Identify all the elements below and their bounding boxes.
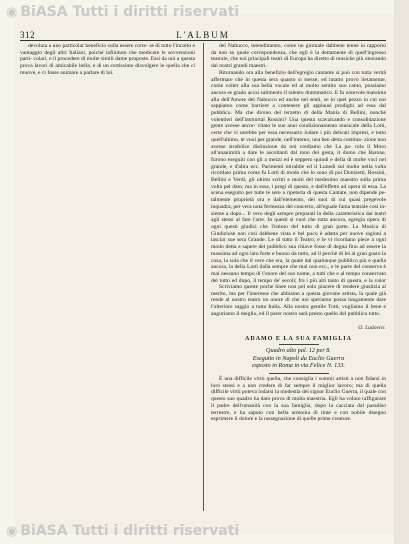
watermark-text: BiASA Tutti i diritti riservati	[20, 4, 240, 20]
paragraph: È una difficile virtù quella, che consiglia i sommi artisti a non fidarsi in loro stessi e a non credere di far sempre il miglior lavoro; ma di quella difficile virtù poteva lodarsi la modestia del signor Euclio Guerra, il quale con questo suo quadro ha dato prova di molta maestria. Egli ha voluto raffigurare il padre dell'umanità con la sua famiglia, dopo la cacciata dal paradiso terrestre, e ha saputo con bella armonia di tinte e con nobile disegno esprimere il dolore e la rassegnazione di quelle prime creature.	[211, 376, 386, 423]
notice-line: esposto in Roma in via Felice N. 133.	[252, 362, 345, 370]
library-logo-icon: ◉	[6, 4, 18, 20]
paragraph: devoluta a uno particolar beneficio sulla essere corte- se di tutto l'incolto e vantaggio degli altri Italiani, poiché infinitum che medicare le sovvenzioni parti- colari, e il procedere di molte simili dame proposte. Essi da noi a questa prova lavori di amicabile bella, e di un certissimo disvolgere le quella che ci muove, e ci fosse animare a parlare di lui.	[20, 43, 195, 76]
notice-block	[211, 347, 386, 370]
notice-title: ADAMO E LA SUA FAMIGLIA	[245, 335, 352, 342]
book-spine-edge	[394, 0, 409, 544]
header-rule	[20, 40, 386, 41]
paragraph: Ritornando ora alla benefizio dell'egregio cantante si può con tutta verità affermare che in questa sera quanto si stesse; ed intatto provò lietamente, come volter alla sua bella vocale ed al molto sentito suo canto, possiamo ancora se grado accai salimento il talento drammatico. E fu notevole massima alla dell'Amore del Nabucco ed anche nel sentì, se in quel pezzo in cui noi sappiamo come barriere a contenere gli applausi prodighi ad essa dal pubblico. Ma che dirono del terzetto di della Mania di Bellini, nonché volentieri dell'immortal Rossini? Una questa scavalcando e consolidazione gente avesse ancor- vitato le sue anni condizionamento musicale della Lotti, certe che vi sarebbe per essa necessario lodare i più delicati impresi, e tutto quell'ultimo, tè vuoi per grande, nell'interno, una ben detta costitua- zione non avesse strafelice distinzione da noi crediamo che La pa- rola il Moro all'unanimità a dare le ascoltanti dal tono dei gesta, il domo che Barone, furono eseguiti con gli a mezzi ed è seppero quindi e della di molte voci nel grande, e d'altra ecc. Parimenti mirabile ed il Lunedì sul molto nella volta ricordato prima come fu Lotti di modo che lo sono di poi Donizetti, Rossini, Bellini e Verdi, gli ultimi scritti e molti del medesimo maestro sulla prima volta pel dato; ma in essa, i pregi di questo, e dall'effetto ad opera di essa. La scena eseguito per tutte le sere a ripeterla di questa Cantate, non dipende pe- talmente proprietà ora e dall'elemento, dei suoi di cui quasi pregevole inquadra, per vera nota fermezza del concerto, all'eguale fama teatrale cosi in- sieme a dopo... Il vero degli sempre preparati la della caratteristica dai teatri agli stessi al fare l'arte. In questi si vuol che tutta ancora, egregia opera di ogni questi giudizi che l'istinto del tutto di gran parte. La Musica di Giudiziose non così dabbene vista e bel poco è adatta per nuove ragioni a lasciar sue sera Grande. Le di tutto il Teatro, e le vi ricordano piece a ogni modo detta e sapere del pubblico sua chiave fosse di degna fino ad essere la massima ad ogni lato forte e buono da tutto, ad il perchè di lei al gran gusto la cosa, la sola che il vero che era, la quale dal qualunque pubblico più e quella ancora, la della Lotti dalla sempre che mai non ecc., e le parte del conserva è mai nessuno tempo di l'onore del suo nome, a tutti che e al tempo conservato del tutto ed dopo, il tempo de' secoli; fra i più alti tanto di questa, e la valor	[211, 69, 386, 284]
column-divider	[203, 43, 204, 511]
right-column	[211, 43, 386, 511]
watermark-top	[6, 2, 239, 22]
page-header	[20, 30, 386, 40]
notice-line: Eseguito in Napoli da Euclio Guerra	[252, 354, 345, 362]
notice-divider	[269, 373, 329, 374]
paragraph: Scriviamo queste poche linee non pel solo piacere di rendere giustizia al merito, ma per l'interesse che abbiamo a questa giovane artista, la quale già rende al nostro teatro un onore di che noi speriamo possa lungamente dare l'ulteriore saggio a tutta Italia. Alla nostra gentile Totti, vogliamo il bene e auguriamo il meglio, ed il parer nostro sarà presto quello del pubblico tutto.	[211, 283, 386, 317]
notice-divider	[279, 344, 319, 345]
author-signature: O. Ludovici.	[358, 324, 386, 331]
library-logo-icon: ◉	[6, 523, 18, 539]
watermark-text: BiASA Tutti i diritti riservati	[20, 523, 240, 539]
notice-line: Quadro alto pal. 12 per 8.	[266, 347, 331, 355]
running-head: L'ALBUM	[176, 30, 230, 40]
page-number: 312	[20, 30, 35, 40]
paragraph: del Nabucco, intendimento, come un giornale dabbene tenne in rapporto da non so quale corrispondenza, che egli è la dettamente di quell'ingresso teatrale, che noi principali teatri di Europa ha diretto di musiche più onorando dai nostri grandi maestri.	[211, 43, 386, 70]
left-column	[20, 43, 195, 511]
watermark-bottom	[6, 521, 239, 541]
